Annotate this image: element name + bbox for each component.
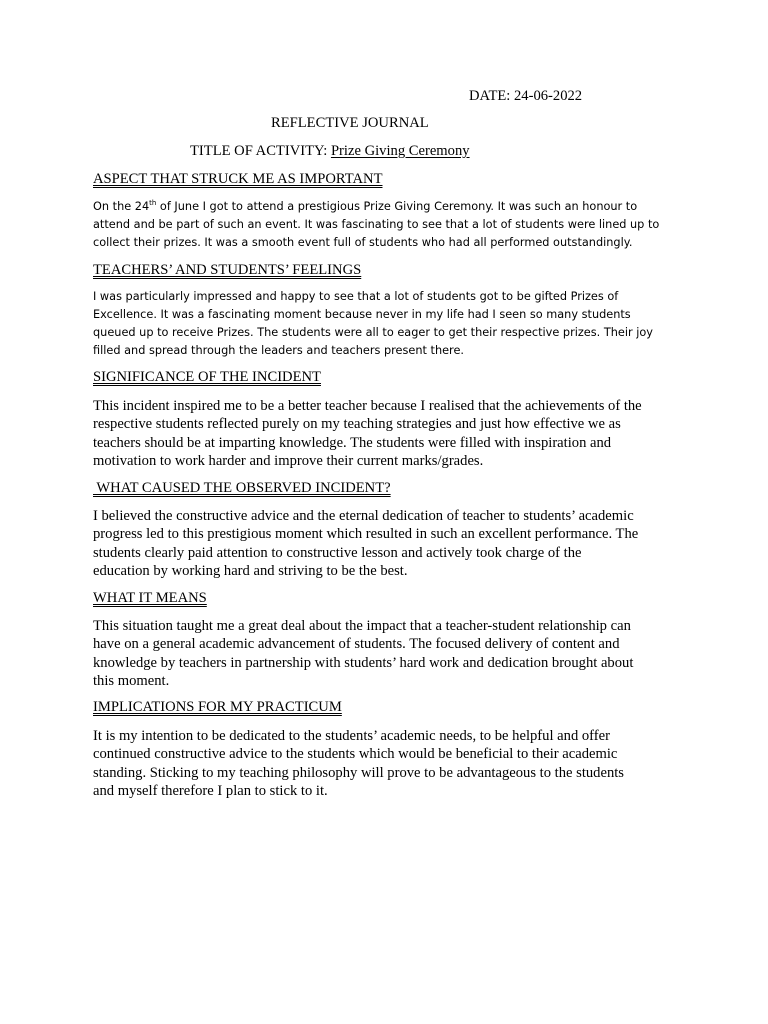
activity-name: Prize Giving Ceremony — [330, 143, 470, 159]
section-heading-feelings: TEACHERS’ AND STUDENTS’ FEELINGS — [93, 262, 362, 278]
section-body-significance — [93, 397, 693, 470]
section-heading-meaning: WHAT IT MEANS — [93, 590, 207, 606]
paragraph-line: I was particularly impressed and happy to see that a lot of students got to be gifted Prizes of — [93, 290, 619, 303]
section-heading-implications: IMPLICATIONS FOR MY PRACTICUM — [93, 699, 342, 715]
paragraph-line: Excellence. It was a fascinating moment because never in my life had I seen so many students — [93, 308, 631, 321]
activity-title — [190, 143, 470, 160]
paragraph-line: continued constructive advice to the students which would be beneficial to their academic — [93, 746, 618, 763]
paragraph-line: teachers should be at imparting knowledge. The students were filled with inspiration and — [93, 434, 612, 451]
section-body-aspect — [93, 198, 693, 252]
section-body-feelings — [93, 288, 693, 360]
paragraph-line: filled and spread through the leaders and teachers present there. — [93, 344, 464, 357]
section-body-meaning — [93, 617, 693, 690]
paragraph-line: have on a general academic advancement of students. The focused delivery of content and — [93, 636, 620, 653]
paragraph-line: this moment. — [93, 672, 170, 689]
paragraph-line: This situation taught me a great deal about the impact that a teacher-student relationship can — [93, 618, 631, 634]
paragraph-line: queued up to receive Prizes. The students were all to eager to get their respective prizes. Their joy — [93, 326, 653, 339]
paragraph-line: and myself therefore I plan to stick to it. — [93, 782, 328, 799]
paragraph-line: education by working hard and striving to be the best. — [93, 562, 408, 579]
journal-title: REFLECTIVE JOURNAL — [271, 115, 429, 131]
paragraph-line: collect their prizes. It was a smooth event full of students who had all performed outstandingly. — [93, 236, 633, 249]
section-heading-aspect: ASPECT THAT STRUCK ME AS IMPORTANT — [93, 171, 383, 187]
section-heading-cause: WHAT CAUSED THE OBSERVED INCIDENT? — [93, 480, 391, 496]
section-body-cause — [93, 507, 693, 580]
date-line: DATE: 24-06-2022 — [469, 88, 583, 104]
ordinal-superscript: th — [149, 199, 157, 207]
section-body-implications — [93, 727, 693, 800]
paragraph-line: standing. Sticking to my teaching philosophy will prove to be advantageous to the students — [93, 764, 624, 781]
paragraph-line: knowledge by teachers in partnership with students’ hard work and dedication brought about — [93, 654, 634, 671]
activity-label: TITLE OF ACTIVITY: — [190, 143, 331, 159]
paragraph-line: respective students reflected purely on my teaching strategies and just how effective we as — [93, 416, 621, 433]
paragraph-line: On the 24th of June I got to attend a prestigious Prize Giving Ceremony. It was such an honour to — [93, 199, 638, 213]
section-heading-significance: SIGNIFICANCE OF THE INCIDENT — [93, 369, 321, 385]
paragraph-line: progress led to this prestigious moment which resulted in such an excellent performance. The — [93, 526, 639, 543]
paragraph-line: motivation to work harder and improve their current marks/grades. — [93, 452, 484, 469]
paragraph-line: This incident inspired me to be a better teacher because I realised that the achievements of the — [93, 398, 642, 414]
paragraph-line: students clearly paid attention to constructive lesson and actively took charge of the — [93, 544, 582, 561]
paragraph-line: attend and be part of such an event. It was fascinating to see that a lot of students were lined up to — [93, 218, 660, 231]
paragraph-line: I believed the constructive advice and the eternal dedication of teacher to students’ academic — [93, 508, 634, 524]
paragraph-line: It is my intention to be dedicated to the students’ academic needs, to be helpful and offer — [93, 728, 610, 744]
